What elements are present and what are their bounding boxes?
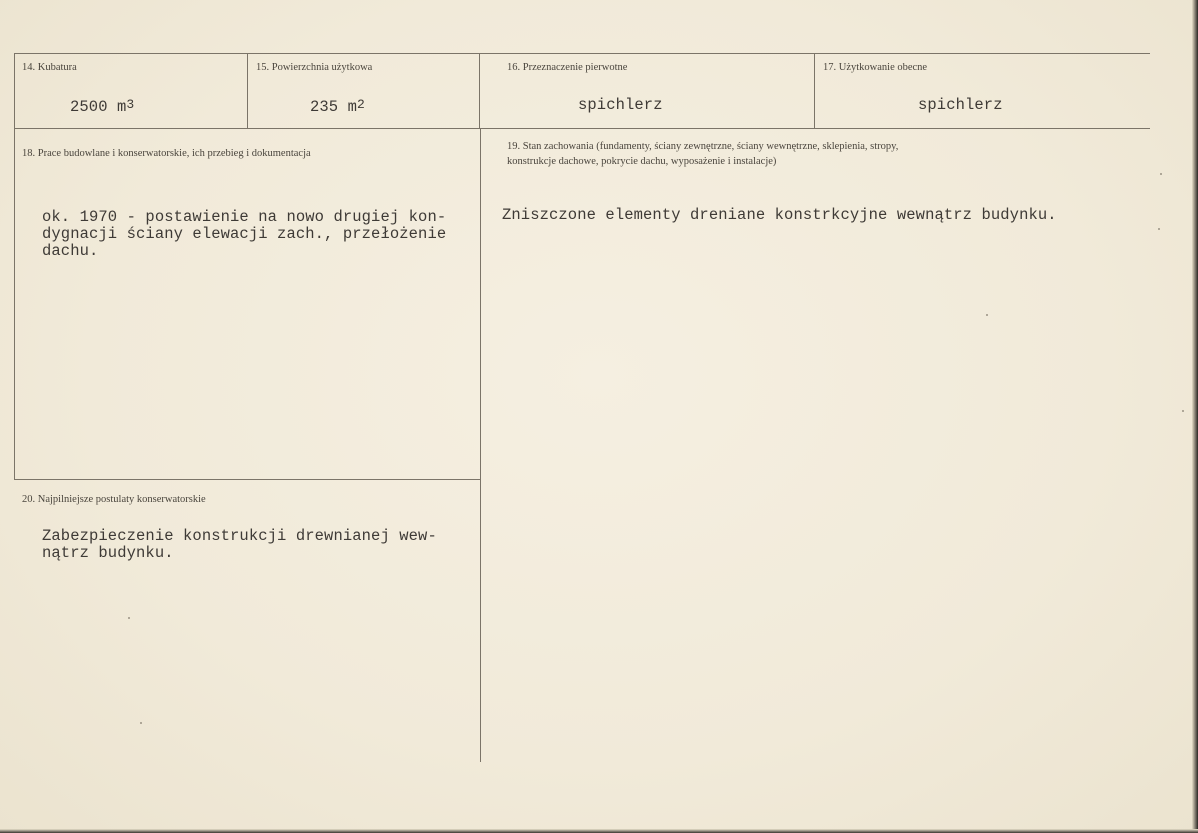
field-17-label: 17. Użytkowanie obecne	[823, 62, 928, 73]
field-20-label: 20. Najpilniejsze postulaty konserwatorskie	[22, 494, 206, 505]
field-14-unit: m	[117, 98, 127, 116]
main-col-divider	[480, 128, 481, 762]
field-15-unit-exponent: 2	[357, 97, 365, 112]
field-18-label: 18. Prace budowlane i konserwatorskie, ich przebieg i dokumentacja	[22, 148, 311, 159]
field-15-number: 235	[310, 98, 339, 116]
paper-speck	[1182, 410, 1184, 412]
paper-speck	[128, 617, 130, 619]
field-14-label: 14. Kubatura	[22, 62, 77, 73]
field-19-label-line-1: 19. Stan zachowania (fundamenty, ściany zewnętrzne, ściany wewnętrzne, sklepienia, stropy,	[507, 141, 899, 152]
field-19-line-1: Zniszczone elementy dreniane konstrkcyjne wewnątrz budynku.	[502, 206, 1057, 224]
card-edge-shadow-right	[1192, 0, 1198, 833]
field-18-line-1: ok. 1970 - postawienie na nowo drugiej kon-	[42, 208, 447, 226]
field-16-label: 16. Przeznaczenie pierwotne	[507, 62, 628, 73]
field-19-label-line-2: konstrukcje dachowe, pokrycie dachu, wyposażenie i instalacje)	[507, 156, 777, 167]
paper-speck	[1158, 228, 1160, 230]
row-rule-1	[14, 128, 1150, 129]
col-divider-16-17	[814, 53, 815, 128]
field-20-line-1: Zabezpieczenie konstrukcji drewnianej wew-	[42, 527, 437, 545]
field-18-line-3: dachu.	[42, 242, 99, 260]
field-17-value: spichlerz	[918, 96, 1003, 114]
col-divider-14-15	[247, 53, 248, 128]
card-edge-shadow-bottom	[0, 829, 1198, 833]
field-15-unit: m	[347, 98, 358, 116]
col-divider-15-16	[479, 53, 480, 128]
paper-speck	[140, 722, 142, 724]
row-rule-2	[14, 479, 480, 480]
field-14-value	[70, 99, 134, 116]
field-14-unit-exponent: 3	[126, 97, 135, 112]
paper-speck	[1160, 173, 1162, 175]
field-18-line-2: dygnacji ściany elewacji zach., przełożenie	[42, 225, 447, 243]
field-14-number: 2500	[70, 98, 108, 116]
paper-speck	[986, 314, 988, 316]
field-16-value: spichlerz	[578, 96, 663, 114]
left-border	[14, 53, 15, 479]
top-rule	[14, 53, 1150, 54]
field-15-value	[310, 99, 365, 116]
field-15-label: 15. Powierzchnia użytkowa	[256, 62, 373, 73]
field-20-line-2: nątrz budynku.	[42, 544, 174, 562]
